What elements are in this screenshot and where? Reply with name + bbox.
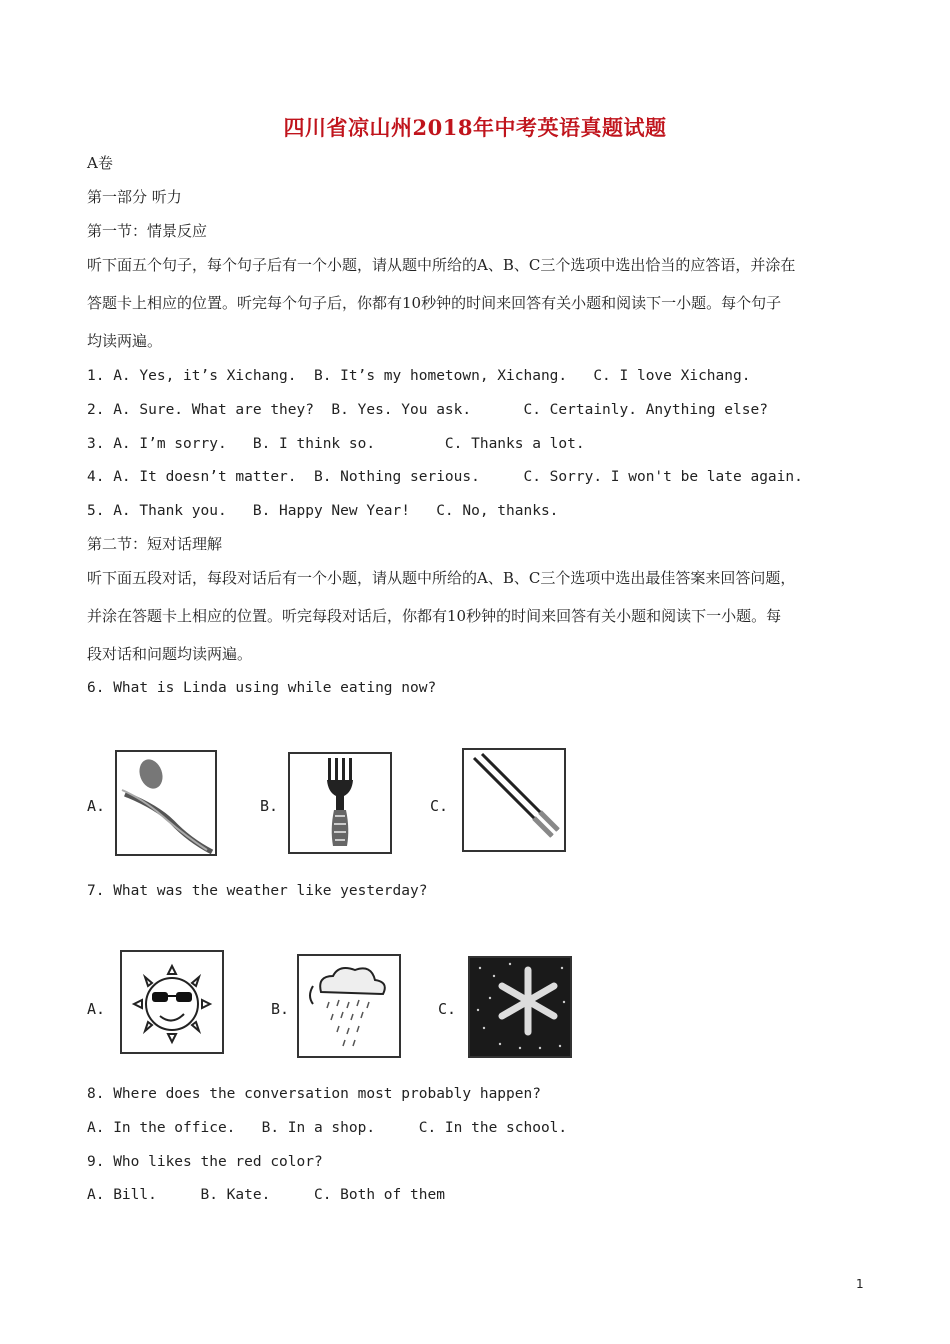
option-b-label: B. xyxy=(271,1000,290,1018)
spoon-icon xyxy=(115,750,217,856)
question-8-answers: A. In the office. B. In a shop. C. In the school. xyxy=(87,1120,568,1136)
question-9-answers: A. Bill. B. Kate. C. Both of them xyxy=(87,1187,445,1203)
question-2: 2. A. Sure. What are they? B. Yes. You ask. C. Certainly. Anything else? xyxy=(87,402,768,418)
question-6: 6. What is Linda using while eating now? xyxy=(87,680,437,696)
section2-heading: 第二节：短对话理解 xyxy=(87,535,223,553)
section1-heading: 第一节：情景反应 xyxy=(87,222,208,240)
option-a-label: A. xyxy=(87,1000,106,1018)
question-1: 1. A. Yes, it’s Xichang. B. It’s my hometown, Xichang. C. I love Xichang. xyxy=(87,368,751,384)
page-title: 四川省凉山州2018年中考英语真题试题 xyxy=(283,115,667,140)
snowflake-icon xyxy=(468,956,572,1058)
question-4: 4. A. It doesn’t matter. B. Nothing serious. C. Sorry. I won't be late again. xyxy=(87,469,803,485)
option-c-label: C. xyxy=(438,1000,457,1018)
question-9: 9. Who likes the red color? xyxy=(87,1154,323,1170)
question-5: 5. A. Thank you. B. Happy New Year! C. No, thanks. xyxy=(87,503,559,519)
page-number: 1 xyxy=(856,1277,864,1291)
section2-instruction-line: 听下面五段对话，每段对话后有一个小题，请从题中所给的A、B、C三个选项中选出最佳答案来回答问题， xyxy=(87,569,796,587)
option-c-label: C. xyxy=(430,797,449,815)
section2-instruction-line: 段对话和问题均读两遍。 xyxy=(87,645,253,663)
option-a-label: A. xyxy=(87,797,106,815)
question-7: 7. What was the weather like yesterday? xyxy=(87,883,428,899)
question-8: 8. Where does the conversation most probably happen? xyxy=(87,1086,541,1102)
chopsticks-icon xyxy=(462,748,566,852)
section1-instruction-line: 听下面五个句子，每个句子后有一个小题，请从题中所给的A、B、C三个选项中选出恰当的应答语，并涂在 xyxy=(87,256,796,274)
part-heading: 第一部分 听力 xyxy=(87,188,182,206)
rain-cloud-icon xyxy=(297,954,401,1058)
sun-with-sunglasses-icon xyxy=(120,950,224,1054)
option-b-label: B. xyxy=(260,797,279,815)
volume-label: A卷 xyxy=(87,154,113,172)
section2-instruction-line: 并涂在答题卡上相应的位置。听完每段对话后，你都有10秒钟的时间来回答有关小题和阅读下一小题。每 xyxy=(87,607,782,625)
section1-instruction-line: 答题卡上相应的位置。听完每个句子后，你都有10秒钟的时间来回答有关小题和阅读下一小题。每个句子 xyxy=(87,294,782,312)
fork-icon xyxy=(288,752,392,854)
section1-instruction-line: 均读两遍。 xyxy=(87,332,163,350)
question-3: 3. A. I’m sorry. B. I think so. C. Thanks a lot. xyxy=(87,436,585,452)
